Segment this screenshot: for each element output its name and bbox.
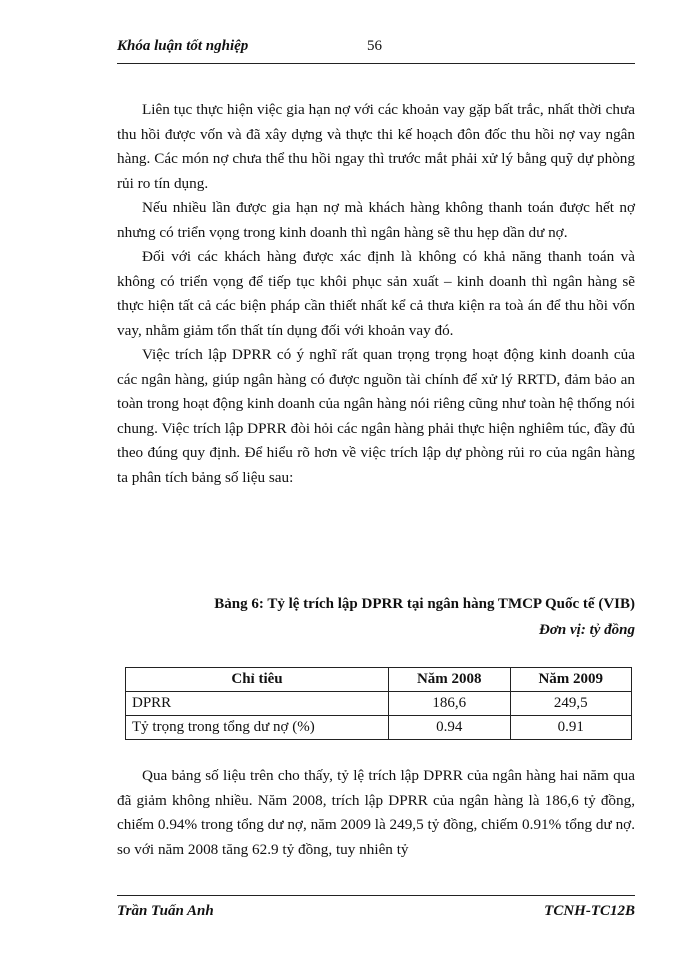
- table-row: [126, 692, 632, 716]
- page-header: [117, 38, 635, 62]
- provision-table: [125, 667, 632, 740]
- cell-value: 249,5: [510, 692, 632, 716]
- table-row: [126, 716, 632, 740]
- body-text-top: [117, 98, 635, 490]
- body-text-bottom: [117, 764, 635, 862]
- header-year-2009: Năm 2009: [510, 668, 632, 692]
- paragraph: Đối với các khách hàng được xác định là không có khả năng thanh toán và không có triển vọng để tiếp tục khôi phục sản xuất – kinh doanh thì ngân hàng sẽ thực hiện tất cả các biện pháp cần thiết nhất kể cả thưa kiện ra toà án để thu hồi vốn vay, nhằm giảm tổn thất tín dụng đối với khoản vay đó.: [117, 248, 635, 339]
- page-number: 56: [367, 38, 382, 54]
- author-name: Trần Tuấn Anh: [117, 903, 214, 919]
- header-year-2008: Năm 2008: [389, 668, 511, 692]
- paragraph: Việc trích lập DPRR có ý nghĩ rất quan trọng trọng hoạt động kinh doanh của các ngân hàng, giúp ngân hàng có được nguồn tài chính để xử lý RRTD, đảm bảo an toàn trong hoạt động kinh doanh của ngân hàng nói riêng cũng như toàn hệ thống nói chung. Việc trích lập DPRR đòi hỏi các ngân hàng phải thực hiện nghiêm túc, đầy đủ theo đúng quy định. Để hiểu rõ hơn về việc trích lập dự phòng rủi ro của ngân hàng ta phân tích bảng số liệu sau:: [117, 346, 635, 486]
- paragraph: Liên tục thực hiện việc gia hạn nợ với các khoản vay gặp bất trắc, nhất thời chưa thu hồi được vốn và đã xây dựng và thực thi kế hoạch đôn đốc thu hồi nợ vay ngân hàng. Các món nợ chưa thể thu hồi ngay thì trước mắt phải xử lý bằng quỹ dự phòng rủi ro tín dụng.: [117, 101, 635, 192]
- table-caption: Bảng 6: Tỷ lệ trích lập DPRR tại ngân hàng TMCP Quốc tế (VIB): [214, 596, 635, 612]
- page-footer: [117, 903, 635, 925]
- header-indicator: Chỉ tiêu: [126, 668, 389, 692]
- paragraph: Nếu nhiều lần được gia hạn nợ mà khách hàng không thanh toán được hết nợ nhưng có triển vọng trong kinh doanh thì ngân hàng sẽ thu hẹp dần dư nợ.: [117, 199, 635, 241]
- cell-value: 0.91: [510, 716, 632, 740]
- table-unit: Đơn vị: tỷ đồng: [539, 622, 635, 638]
- footer-rule: [117, 895, 635, 896]
- class-code: TCNH-TC12B: [544, 903, 635, 919]
- table-header-row: [126, 668, 632, 692]
- row-label: DPRR: [126, 692, 389, 716]
- paragraph: Qua bảng số liệu trên cho thấy, tỷ lệ trích lập DPRR của ngân hàng hai năm qua đã giảm không nhiều. Năm 2008, trích lập DPRR của ngân hàng là 186,6 tỷ đồng, chiếm 0.94% trong tổng dư nợ, năm 2009 là 249,5 tỷ đồng, chiếm 0.91% tổng dư nợ. so với năm 2008 tăng 62.9 tỷ đồng, tuy nhiên tỷ: [117, 767, 635, 858]
- cell-value: 186,6: [389, 692, 511, 716]
- header-rule: [117, 63, 635, 64]
- thesis-title: Khóa luận tốt nghiệp: [117, 38, 249, 54]
- row-label: Tỷ trọng trong tổng dư nợ (%): [126, 716, 389, 740]
- cell-value: 0.94: [389, 716, 511, 740]
